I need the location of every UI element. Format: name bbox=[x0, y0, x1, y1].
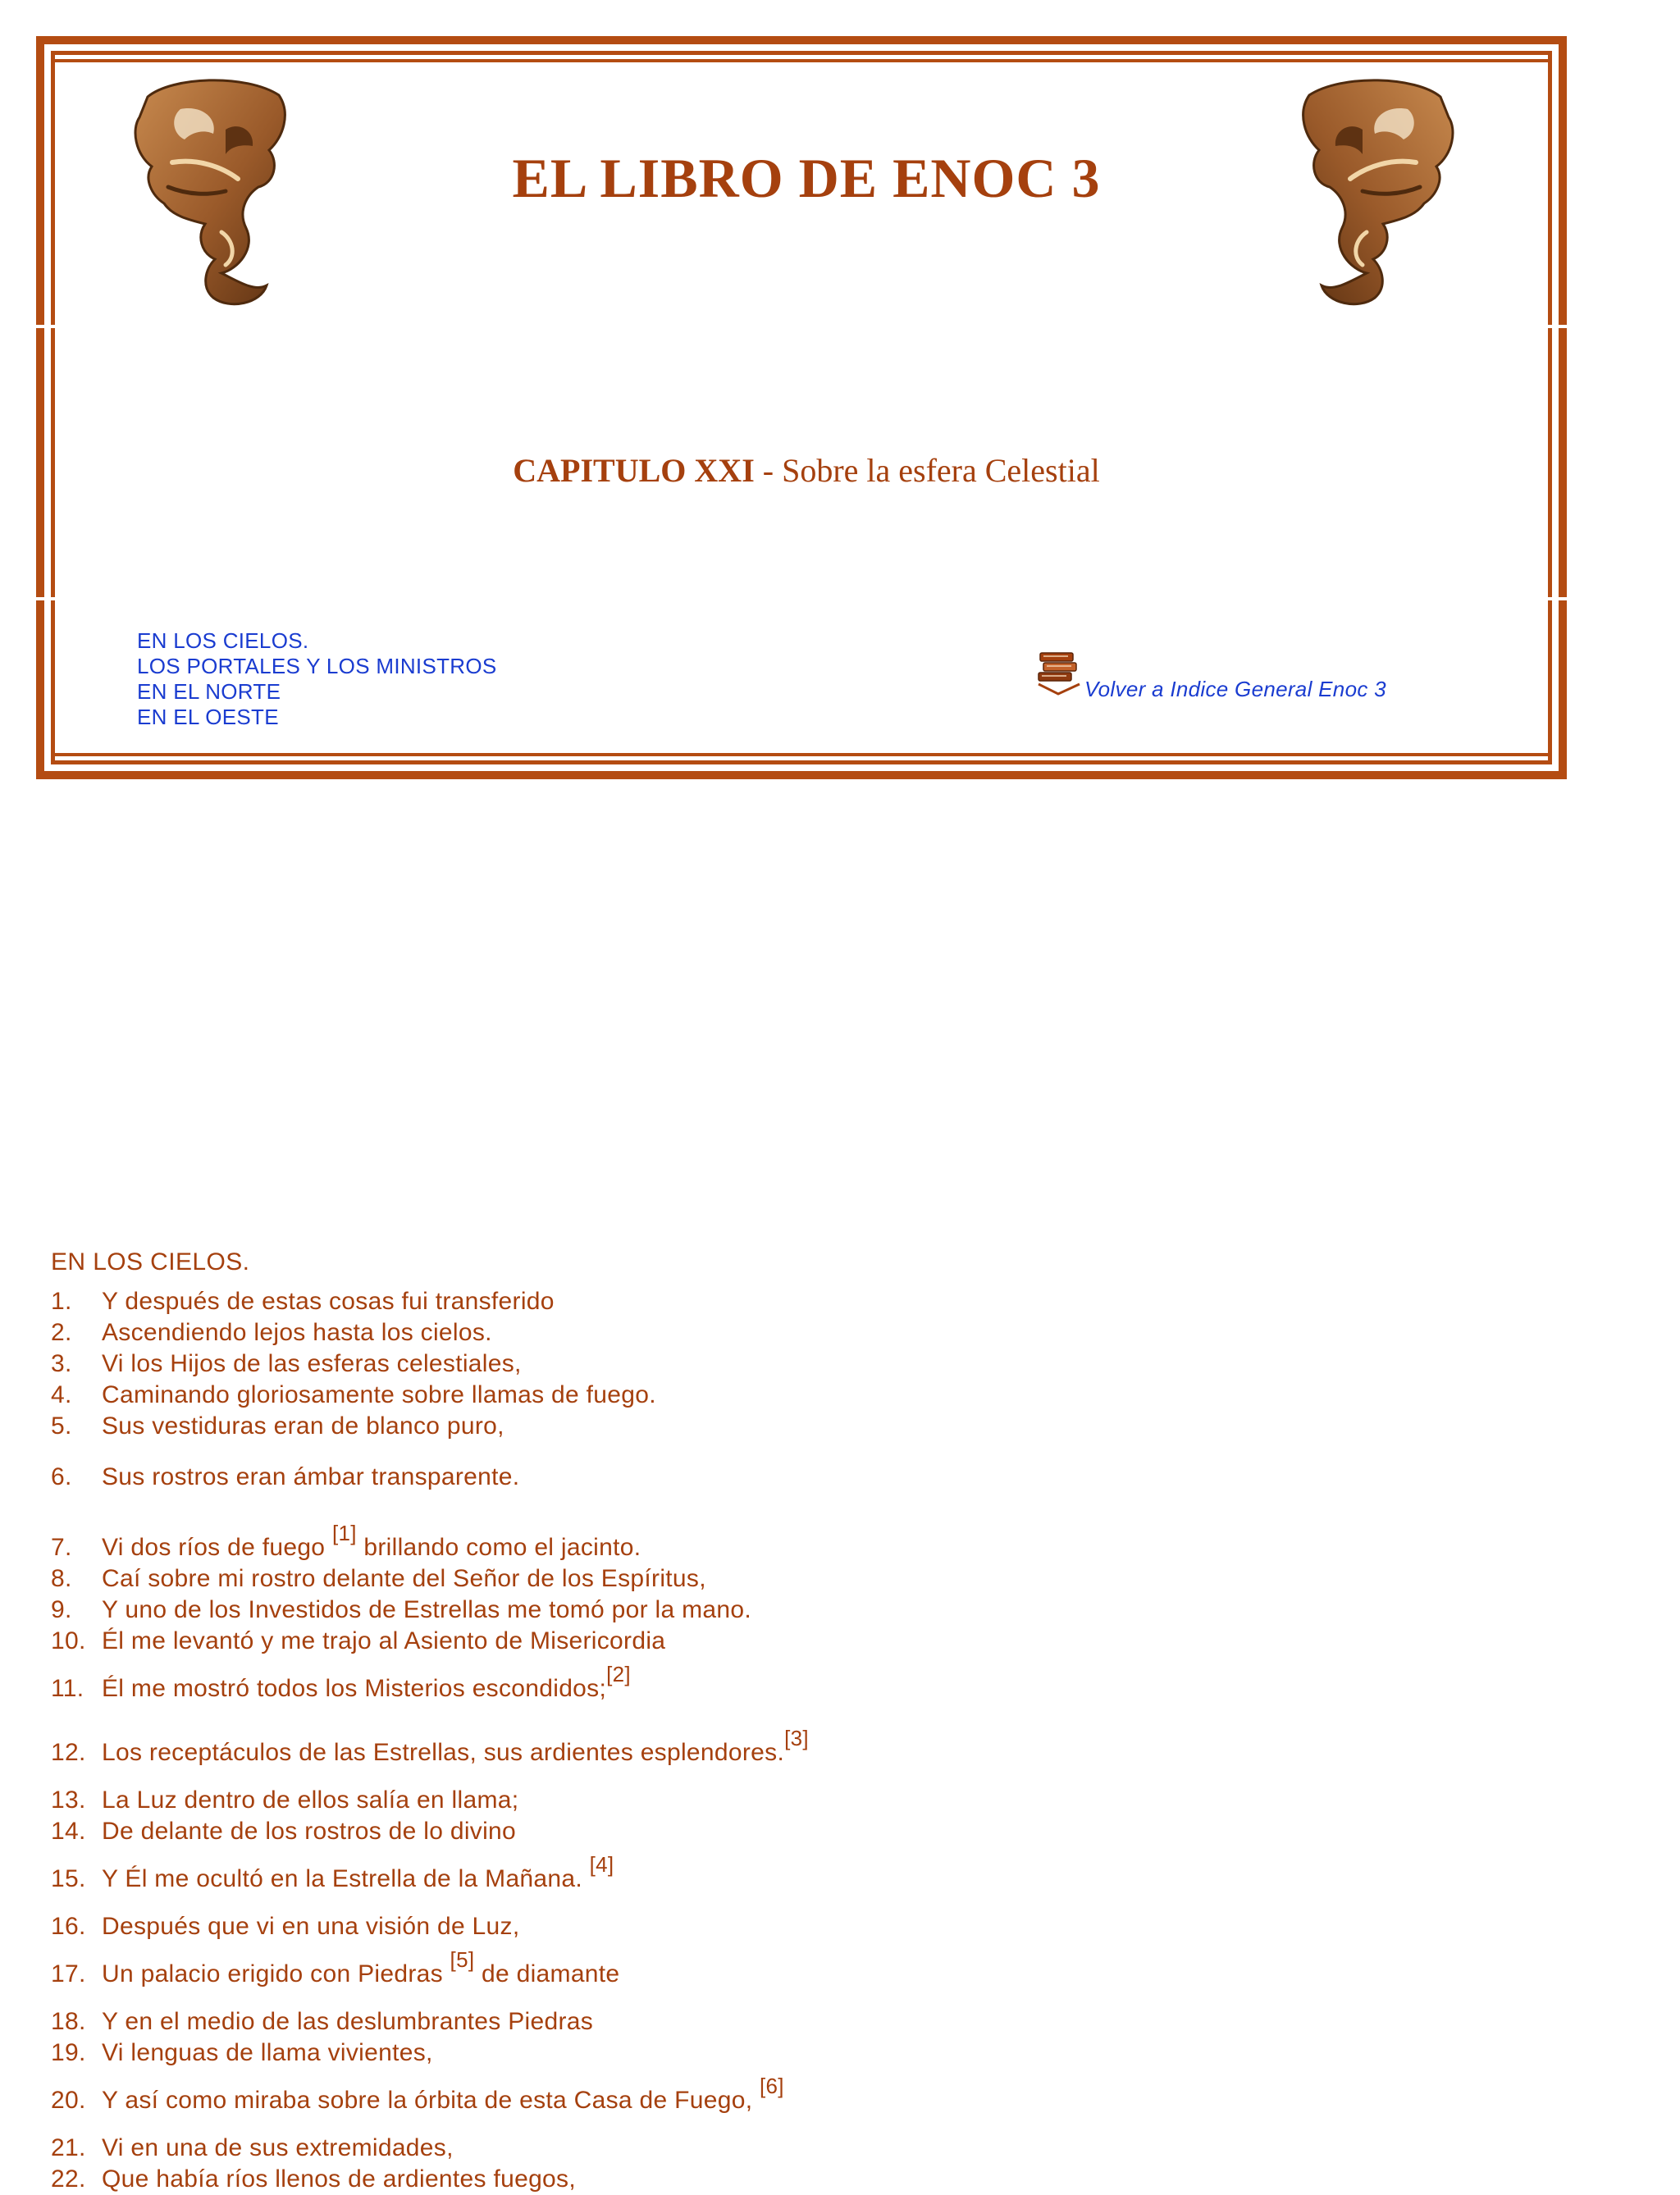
verse-item bbox=[51, 1816, 809, 1847]
verse-item bbox=[51, 2069, 809, 2133]
verse-number: 4. bbox=[51, 1381, 72, 1408]
verse-text: Sus rostros eran ámbar transparente. bbox=[102, 1463, 520, 1490]
verse-number: 1. bbox=[51, 1288, 72, 1315]
verse-number: 14. bbox=[51, 1818, 86, 1845]
verse-item bbox=[51, 1317, 809, 1348]
chapter-subtitle: Sobre la esfera Celestial bbox=[782, 452, 1100, 489]
verse-item bbox=[51, 1847, 809, 1911]
verse-text: Que había ríos llenos de ardientes fuegos, bbox=[102, 2165, 576, 2193]
verse-item bbox=[51, 1380, 809, 1411]
verse-item bbox=[51, 2038, 809, 2069]
verse-item bbox=[51, 1563, 809, 1595]
verse-number: 16. bbox=[51, 1913, 86, 1940]
verse-text-continued: de diamante bbox=[474, 1960, 620, 1987]
verse-number: 8. bbox=[51, 1565, 72, 1592]
verse-number: 6. bbox=[51, 1463, 72, 1490]
verse-number: 11. bbox=[51, 1675, 84, 1702]
footnote-ref[interactable]: [4] bbox=[589, 1851, 614, 1877]
frame-inner-bottom bbox=[51, 760, 1552, 764]
verse-text: Y así como miraba sobre la órbita de esta Casa de Fuego, bbox=[102, 2087, 760, 2114]
verse-item bbox=[51, 2006, 809, 2038]
verse-text: Caí sobre mi rostro delante del Señor de los Espíritus, bbox=[102, 1565, 706, 1592]
verse-item bbox=[51, 2164, 809, 2195]
frame-break bbox=[36, 597, 56, 600]
frame-break bbox=[1547, 597, 1567, 600]
verse-text: Y después de estas cosas fui transferido bbox=[102, 1288, 555, 1315]
verse-item bbox=[51, 1442, 809, 1513]
footnote-ref[interactable]: [3] bbox=[784, 1725, 809, 1750]
verse-text: Vi dos ríos de fuego bbox=[102, 1534, 332, 1561]
verse-number: 5. bbox=[51, 1412, 72, 1440]
verse-text: Y uno de los Investidos de Estrellas me tomó por la mano. bbox=[102, 1596, 751, 1623]
toc-link-portales-ministros[interactable]: LOS PORTALES Y LOS MINISTROS bbox=[137, 654, 497, 678]
verse-text: Los receptáculos de las Estrellas, sus ardientes esplendores. bbox=[102, 1739, 785, 1766]
verse-text: Vi en una de sus extremidades, bbox=[102, 2134, 454, 2161]
verse-number: 18. bbox=[51, 2008, 86, 2035]
toc-link-en-el-norte[interactable]: EN EL NORTE bbox=[137, 679, 281, 704]
verse-text: Él me mostró todos los Misterios escondidos; bbox=[102, 1675, 607, 1702]
verse-number: 19. bbox=[51, 2039, 86, 2066]
verse-text: Y en el medio de las deslumbrantes Piedras bbox=[102, 2008, 594, 2035]
toc-link-en-el-oeste[interactable]: EN EL OESTE bbox=[137, 705, 279, 729]
verse-number: 20. bbox=[51, 2087, 86, 2114]
footnote-ref[interactable]: [5] bbox=[450, 1946, 475, 1972]
verse-text: De delante de los rostros de lo divino bbox=[102, 1818, 517, 1845]
verse-item bbox=[51, 1348, 809, 1380]
verse-number: 10. bbox=[51, 1627, 86, 1654]
verse-number: 22. bbox=[51, 2165, 86, 2193]
verse-text: Vi los Hijos de las esferas celestiales, bbox=[102, 1350, 522, 1377]
verse-number: 9. bbox=[51, 1596, 72, 1623]
back-to-index[interactable] bbox=[1035, 646, 1386, 699]
verse-item bbox=[51, 1595, 809, 1626]
frame-inner-top bbox=[51, 51, 1552, 55]
books-stack-icon[interactable] bbox=[1035, 646, 1083, 699]
verse-item bbox=[51, 1721, 809, 1785]
frame-border-top bbox=[36, 36, 1567, 44]
frame-border-bottom bbox=[36, 771, 1567, 779]
frame-rail-top bbox=[51, 59, 1552, 62]
verse-number: 2. bbox=[51, 1319, 72, 1346]
verse-number: 13. bbox=[51, 1787, 86, 1814]
verse-text-continued: brillando como el jacinto. bbox=[356, 1534, 641, 1561]
verse-item bbox=[51, 1657, 809, 1721]
page-title: EL LIBRO DE ENOC 3 bbox=[512, 147, 1101, 209]
verse-text: Caminando gloriosamente sobre llamas de fuego. bbox=[102, 1381, 656, 1408]
verse-text: Sus vestiduras eran de blanco puro, bbox=[102, 1412, 504, 1440]
toc-link-en-los-cielos[interactable]: EN LOS CIELOS. bbox=[137, 628, 309, 653]
verse-item bbox=[51, 1520, 809, 1563]
frame-break bbox=[36, 325, 56, 328]
verse-list bbox=[51, 1286, 809, 2195]
verse-item bbox=[51, 1626, 809, 1657]
verse-item bbox=[51, 2133, 809, 2164]
verse-number: 21. bbox=[51, 2134, 86, 2161]
verse-number: 7. bbox=[51, 1534, 72, 1561]
verse-text: Él me levantó y me trajo al Asiento de Misericordia bbox=[102, 1627, 666, 1654]
back-to-index-link[interactable]: Volver a Indice General Enoc 3 bbox=[1084, 677, 1386, 701]
verse-text: Y Él me ocultó en la Estrella de la Mañana. bbox=[102, 1865, 590, 1892]
verse-number: 3. bbox=[51, 1350, 72, 1377]
verse-item bbox=[51, 1411, 809, 1442]
chapter-heading bbox=[0, 451, 1613, 490]
verse-number: 17. bbox=[51, 1960, 86, 1987]
footnote-ref[interactable]: [6] bbox=[759, 2073, 784, 2098]
frame-rail-bottom bbox=[51, 753, 1552, 756]
verse-text: Ascendiendo lejos hasta los cielos. bbox=[102, 1319, 492, 1346]
frame-break bbox=[1547, 325, 1567, 328]
verse-item bbox=[51, 1911, 809, 1942]
footnote-ref[interactable]: [1] bbox=[331, 1520, 357, 1545]
verse-text: Después que vi en una visión de Luz, bbox=[102, 1913, 520, 1940]
verse-number: 15. bbox=[51, 1865, 86, 1892]
verse-text: La Luz dentro de ellos salía en llama; bbox=[102, 1787, 519, 1814]
verse-number: 12. bbox=[51, 1739, 86, 1766]
footnote-ref[interactable]: [2] bbox=[606, 1661, 631, 1686]
chapter-separator: - bbox=[754, 452, 783, 489]
verse-item bbox=[51, 1785, 809, 1816]
section-index bbox=[137, 628, 497, 730]
verse-text: Vi lenguas de llama vivientes, bbox=[102, 2039, 433, 2066]
verse-item bbox=[51, 1942, 809, 2006]
verse-text: Un palacio erigido con Piedras bbox=[102, 1960, 450, 1987]
chapter-label: CAPITULO XXI bbox=[513, 452, 755, 489]
section-heading: EN LOS CIELOS. bbox=[51, 1248, 250, 1275]
verse-item bbox=[51, 1286, 809, 1317]
